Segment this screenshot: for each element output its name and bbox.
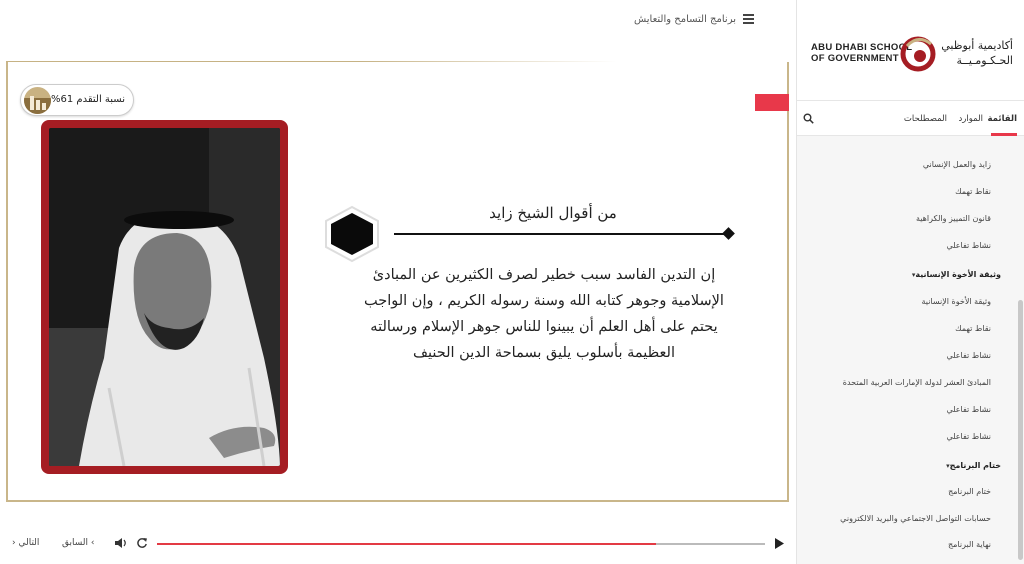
previous-label: السابق [62,538,89,548]
sidebar-item[interactable] [946,405,991,414]
sidebar-item[interactable] [922,297,992,306]
sidebar-item[interactable] [948,540,991,549]
logo-ar-line1: أكاديمية أبوظبي [941,39,1013,52]
chevron-left-icon: ‹ [12,538,16,548]
logo-ar-line2: الحـكـومـيــة [956,54,1013,67]
hexagon-icon [322,205,382,263]
quote-text: إن التدين الفاسد سبب خطير لصرف الكثيرين عن المبادئ الإسلامية وجوهر كتابه الله وسنة رسوله الكريم ، وإن الواجب يحتم على أهل العلم أن يبينوا للناس جوهر الإسلام ورسالته العظيمة بأسلوب يليق بسماحة الدين الحنيف [364,267,724,361]
chevron-down-icon: ▾ [911,271,916,279]
progress-avatar-icon [24,87,51,114]
sidebar-item-label: زايد والعمل الإنساني [922,160,991,169]
sidebar-item-label: نقاط تهمك [955,187,991,196]
sidebar-item-label: نقاط تهمك [955,324,991,333]
top-bar [0,0,796,40]
previous-button[interactable] [62,538,95,548]
sidebar [796,0,1024,564]
logo-text-en [811,42,912,64]
sidebar-item-label: نشاط تفاعلي [946,351,991,360]
chevron-right-icon: › [90,538,95,548]
tab-glossary[interactable]: المصطلحات [903,114,947,124]
logo-en-line1: ABU DHABI SCHOOL [811,42,913,53]
portrait-photo [49,128,280,466]
sidebar-item[interactable] [840,514,991,523]
sidebar-item-label: المبادئ العشر لدولة الإمارات العربية المتحدة [842,378,991,387]
sidebar-item-label: قانون التمييز والكراهية [915,214,991,223]
quote-heading: من أقوال الشيخ زايد [489,204,617,222]
chevron-down-icon: ▾ [946,462,950,470]
speaker-icon[interactable] [114,537,127,549]
sidebar-item-label: ختام البرنامج [948,487,991,496]
sidebar-section[interactable] [940,461,1001,470]
tab-resources[interactable]: الموارد [958,114,983,124]
search-icon[interactable] [803,113,814,124]
sidebar-item-label: نهاية البرنامج [947,540,991,549]
progress-indicator [20,84,134,116]
logo-emblem-icon [899,34,937,72]
sidebar-item[interactable] [946,432,991,441]
sidebar-section[interactable] [906,270,1001,279]
sidebar-item[interactable] [955,187,991,196]
sidebar-item-label: وثيقة الأخوة الإنسانية [915,270,1001,279]
seek-bar[interactable] [157,543,765,545]
sidebar-item-label: نشاط تفاعلي [946,241,991,250]
logo-text-ar [941,38,1013,68]
tab-menu[interactable]: القائمة [987,114,1017,124]
program-title: برنامج التسامح والتعايش [634,14,736,25]
portrait-illustration [49,128,280,466]
heading-divider [394,233,728,235]
sidebar-item-label: نشاط تفاعلي [946,405,991,414]
sidebar-item-label: ختام البرنامج [949,461,1001,470]
sidebar-item[interactable] [946,241,991,250]
sidebar-item[interactable] [916,214,991,223]
sidebar-tabs [797,100,1024,136]
next-label: التالي [18,538,40,548]
seek-bar-fill [157,543,656,545]
photo-frame [41,120,288,474]
hamburger-icon[interactable] [743,14,754,23]
sidebar-item[interactable] [946,351,991,360]
player-controls [0,524,796,564]
sidebar-scrollbar[interactable] [1018,300,1023,560]
sidebar-item[interactable] [923,160,991,169]
play-icon[interactable] [775,538,784,549]
sidebar-item[interactable] [948,487,991,496]
replay-icon[interactable] [136,537,148,549]
sidebar-item[interactable] [955,324,991,333]
sidebar-item-label: وثيقة الأخوة الإنسانية [921,297,991,306]
next-button[interactable] [12,538,39,548]
logo [797,0,1024,100]
sidebar-item-label: حسابات التواصل الاجتماعي والبريد الالكتروني [840,514,991,523]
progress-label: نسبة التقدم 61% [50,94,125,105]
sidebar-item[interactable] [843,378,991,387]
accent-badge [755,94,789,111]
logo-en-line2: OF GOVERNMENT [811,53,899,64]
active-tab-indicator [991,133,1017,136]
sidebar-item-label: نشاط تفاعلي [946,432,991,441]
